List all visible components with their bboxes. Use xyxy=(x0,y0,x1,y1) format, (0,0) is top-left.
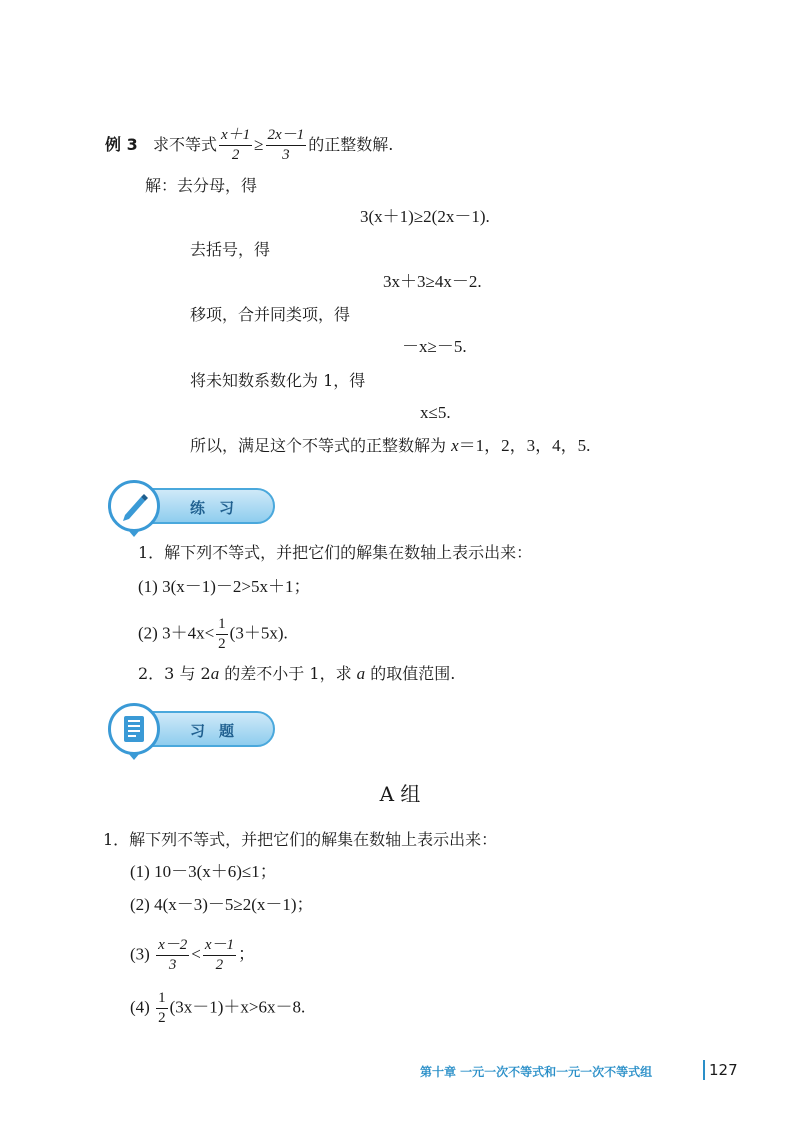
equation-2: 3x＋3≥4x－2. xyxy=(383,272,482,291)
exercise-q1-a: (1) 10－3(x＋6)≤1； xyxy=(130,862,277,881)
fraction-one-half: $\frac{1}{2}$ xyxy=(158,990,166,1026)
exercises-banner-label: 习题 xyxy=(190,722,249,740)
exercise-q1-d: (4) $\frac{1}{2}$ (3x－1)＋x>6x－8. xyxy=(130,990,306,1026)
solution-step-1: 解：去分母，得 xyxy=(145,176,258,195)
fraction-one-half: $\frac{1}{2}$ xyxy=(218,616,226,652)
equation-1: 3(x＋1)≥2(2x－1). xyxy=(360,207,490,226)
group-a-title: A 组 xyxy=(379,782,421,806)
equation-4: x≤5. xyxy=(420,403,451,422)
exercise-q1-c: (3) $\frac{x-2}{3}$ < $\frac{x-1}{2}$ ； xyxy=(130,937,256,973)
fraction-2x-minus-1-over-3: $\frac{2x-1}{3}$ xyxy=(267,127,305,163)
banner-pointer xyxy=(128,530,140,537)
page-number: 127 xyxy=(709,1061,738,1079)
notebook-icon xyxy=(108,703,160,755)
practice-q1-a: (1) 3(x－1)－2>5x＋1； xyxy=(138,577,311,596)
practice-banner xyxy=(110,488,275,524)
relation-ge: ≥ xyxy=(254,135,264,154)
exercise-q1-b: (2) 4(x－3)－5≥2(x－1)； xyxy=(130,895,314,914)
practice-q1: 1．解下列不等式，并把它们的解集在数轴上表示出来： xyxy=(138,543,533,562)
practice-banner-label: 练习 xyxy=(190,499,249,517)
solution-step-3: 移项，合并同类项，得 xyxy=(190,305,351,324)
fraction-x-minus-1-over-2: $\frac{x-1}{2}$ xyxy=(204,937,235,973)
footer-divider xyxy=(703,1060,705,1080)
fraction-x-plus-1-over-2: $\frac{x+1}{2}$ xyxy=(221,127,251,163)
example-prompt-before: 求不等式 xyxy=(152,135,217,154)
solution-step-4: 将未知数系数化为 1，得 xyxy=(190,371,366,390)
example-label: 例 3 xyxy=(105,135,138,154)
fraction-x-minus-2-over-3: $\frac{x-2}{3}$ xyxy=(158,937,188,973)
exercise-q1: 1．解下列不等式，并把它们的解集在数轴上表示出来： xyxy=(103,830,498,849)
practice-q1-b: (2) 3＋4x< $\frac{1}{2}$ (3＋5x). xyxy=(138,616,288,652)
exercises-banner xyxy=(110,711,275,747)
solution-step-2: 去括号，得 xyxy=(190,240,271,259)
chapter-footer: 第十章 一元一次不等式和一元一次不等式组 xyxy=(420,1065,653,1079)
equation-3: －x≥－5. xyxy=(402,337,467,356)
practice-q2: 2．3 与 2a 的差不小于 1，求 a 的取值范围. xyxy=(138,664,456,683)
solution-conclusion: 所以，满足这个不等式的正整数解为 x＝1，2，3，4，5. xyxy=(190,436,591,455)
banner-pointer xyxy=(128,753,140,760)
example-prompt-after: 的正整数解. xyxy=(308,135,394,154)
pencil-icon xyxy=(108,480,160,532)
example-3-prompt xyxy=(105,128,393,163)
